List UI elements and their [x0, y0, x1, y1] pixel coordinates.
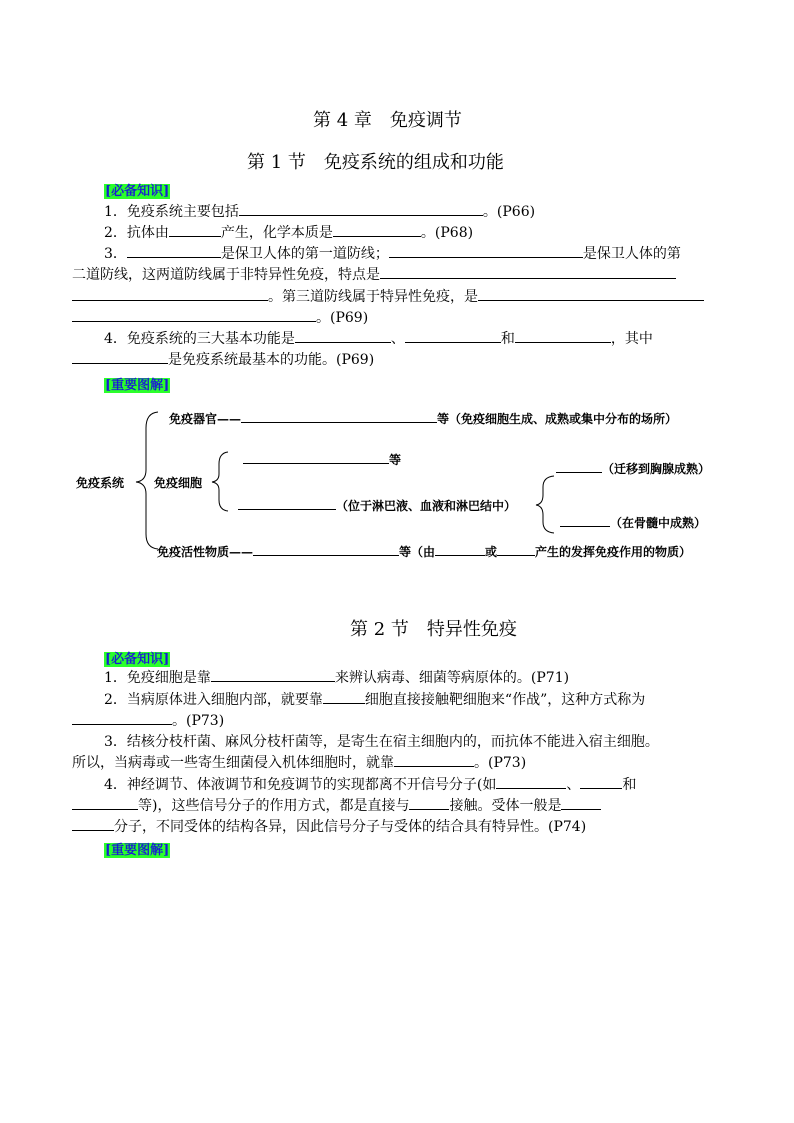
section2-title: 第 2 节 特异性免疫	[350, 619, 517, 640]
diagram-tag: [重要图解]	[105, 378, 170, 393]
blank[interactable]	[323, 691, 365, 704]
s2-q2-line2: 。(P73)	[72, 711, 224, 732]
diagram-tag: [重要图解]	[105, 843, 170, 858]
diagram-marrow: （在骨髓中成熟）	[560, 514, 706, 531]
section1-title: 第 1 节 免疫系统的组成和功能	[247, 152, 504, 173]
blank[interactable]	[496, 776, 566, 789]
blank[interactable]	[556, 460, 602, 473]
diagram-cell-etc: 等	[243, 451, 401, 468]
blank[interactable]	[409, 797, 449, 810]
s2-q4-line2: 等)，这些信号分子的作用方式，都是直接与 接触。受体一般是	[72, 796, 601, 817]
s2-q2-line1: 2．当病原体进入细胞内部，就要靠 细胞直接接触靶细胞来“作战”，这种方式称为	[104, 692, 646, 708]
s1-q2: 2．抗体由 产生，化学本质是 。(P68)	[104, 225, 474, 241]
blank[interactable]	[561, 797, 601, 810]
s2-q1: 1．免疫细胞是靠 来辨认病毒、细菌等病原体的。(P71)	[104, 670, 570, 686]
blank[interactable]	[211, 669, 335, 682]
s1-q4-line2: 是免疫系统最基本的功能。(P69)	[72, 350, 374, 371]
blank[interactable]	[435, 543, 485, 556]
blank[interactable]	[580, 776, 622, 789]
blank[interactable]	[238, 497, 336, 510]
s2-q3-line1: 3．结核分枝杆菌、麻风分枝杆菌等，是寄生在宿主细胞内的，而抗体不能进入宿主细胞。	[104, 734, 659, 750]
blank[interactable]	[72, 818, 114, 831]
blank[interactable]	[241, 410, 437, 423]
diagram-organ: 免疫器官—— 等（免疫细胞生成、成熟或集中分布的场所）	[169, 412, 678, 426]
blank[interactable]	[497, 543, 535, 556]
s1-q3-line3: 。第三道防线属于特异性免疫，是	[72, 287, 704, 308]
diagram-thymus: （迁移到胸腺成熟）	[556, 460, 710, 477]
s1-q3-line4: 。(P69)	[72, 308, 368, 329]
blank[interactable]	[72, 797, 138, 810]
s1-q1: 1．免疫系统主要包括 。(P66)	[104, 204, 536, 220]
blank[interactable]	[394, 754, 474, 767]
s1-q4-line1: 4．免疫系统的三大基本功能是 、 和 ，其中	[104, 331, 653, 347]
blank[interactable]	[560, 514, 610, 527]
blank[interactable]	[72, 712, 172, 725]
knowledge-tag: [必备知识]	[105, 184, 170, 199]
s2-q3-line2: 所以，当病毒或一些寄生细菌侵入机体细胞时，就靠 。(P73)	[72, 755, 527, 771]
diagram-lymph: （位于淋巴液、血液和淋巴结中）	[238, 497, 516, 514]
chapter-title: 第 4 章 免疫调节	[313, 110, 462, 131]
s2-q4-line3: 分子，不同受体的结构各异，因此信号分子与受体的结合具有特异性。(P74)	[72, 817, 586, 838]
diagram-cell: 免疫细胞	[154, 476, 203, 490]
blank[interactable]	[243, 451, 389, 464]
s1-q3-line2: 二道防线，这两道防线属于非特异性免疫，特点是	[72, 265, 676, 286]
knowledge-tag: [必备知识]	[105, 652, 170, 667]
s2-q4-line1: 4．神经调节、体液调节和免疫调节的实现都离不开信号分子(如 、 和	[104, 777, 637, 793]
diagram-root: 免疫系统	[76, 476, 125, 490]
diagram-active: 免疫活性物质—— 等（由 或 产生的发挥免疫作用的物质）	[157, 545, 692, 559]
s1-q3-line1: 3． 是保卫人体的第一道防线； 是保卫人体的第	[104, 246, 681, 262]
blank[interactable]	[253, 543, 399, 556]
